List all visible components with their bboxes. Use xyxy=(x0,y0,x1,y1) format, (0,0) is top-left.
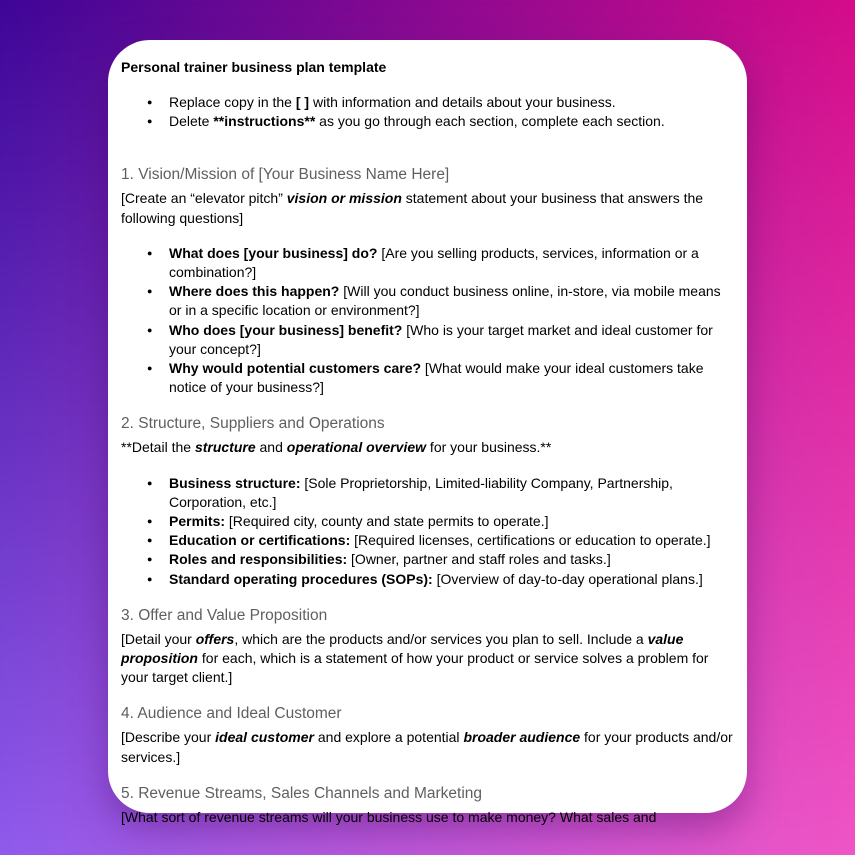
list-item-text xyxy=(169,513,549,529)
text-run: Replace copy in the xyxy=(169,94,296,110)
text-run: broader audience xyxy=(463,729,581,746)
text-run: vision or mission xyxy=(286,190,402,207)
text-run: Business structure: xyxy=(169,474,301,491)
list-item xyxy=(121,321,735,359)
bullet-list xyxy=(121,474,735,589)
bullet-icon: ● xyxy=(147,324,153,335)
text-run: structure xyxy=(194,439,256,456)
text-run: [Detail your xyxy=(121,630,196,647)
paragraph xyxy=(121,808,735,827)
document-content xyxy=(108,40,747,827)
bullet-list xyxy=(121,93,735,131)
paragraph xyxy=(121,728,735,766)
text-run: ideal customer xyxy=(215,729,314,746)
list-item xyxy=(121,112,735,131)
text-run: [Required city, county and state permits to operate.] xyxy=(225,513,549,530)
bullet-icon: ● xyxy=(147,516,153,527)
list-item xyxy=(121,93,735,112)
list-item-text xyxy=(169,322,713,357)
bullet-icon: ● xyxy=(147,247,153,258)
text-run: Standard operating procedures (SOPs): xyxy=(169,570,433,587)
text-run: [Owner, partner and staff roles and tasks.] xyxy=(347,551,611,568)
text-run: **Detail the xyxy=(121,439,195,456)
text-run: [Are you selling products, services, information or a combination?] xyxy=(169,244,699,281)
text-run: Why would potential customers care? xyxy=(169,360,422,377)
bullet-icon: ● xyxy=(147,573,153,584)
text-run: and xyxy=(255,439,287,456)
paragraph xyxy=(121,189,735,227)
list-item xyxy=(121,359,735,397)
list-item xyxy=(121,474,735,512)
list-item-text xyxy=(169,532,711,548)
text-run: with information and details about your business. xyxy=(309,94,616,110)
document-card xyxy=(108,40,747,825)
text-run: for each, which is a statement of how your product or service solves a problem for your target client.] xyxy=(121,650,709,686)
list-item-text xyxy=(169,245,699,280)
list-item-text xyxy=(169,113,665,129)
bullet-icon: ● xyxy=(147,97,153,107)
text-run: [Describe your xyxy=(121,729,216,746)
list-item xyxy=(121,282,735,320)
text-run: [What would make your ideal customers take notice of your business?] xyxy=(169,360,704,396)
bullet-list xyxy=(121,244,735,398)
paragraph xyxy=(121,630,735,688)
text-run: for your business.** xyxy=(426,439,552,456)
list-item xyxy=(121,570,735,589)
list-item-text xyxy=(169,475,673,510)
section-heading: 4. Audience and Ideal Customer xyxy=(121,705,342,723)
section-heading: 3. Offer and Value Proposition xyxy=(121,606,328,624)
text-run: Who does [your business] benefit? xyxy=(169,321,403,338)
section-heading: 1. Vision/Mission of [Your Business Name Here] xyxy=(121,166,450,184)
text-run: [Will you conduct business online, in-store, via mobile means or in a specific location or environment?] xyxy=(169,283,721,319)
bullet-icon: ● xyxy=(147,286,153,297)
text-run: operational overview xyxy=(286,439,427,456)
bullet-icon: ● xyxy=(147,116,153,127)
bullet-icon: ● xyxy=(147,363,153,374)
list-item xyxy=(121,550,735,569)
list-item-text xyxy=(169,360,704,395)
bullet-icon: ● xyxy=(147,554,153,565)
text-run: as you go through each section, complete each section. xyxy=(315,113,665,130)
list-item-text xyxy=(169,571,703,587)
section-heading: 5. Revenue Streams, Sales Channels and Marketing xyxy=(121,784,483,802)
list-item-text xyxy=(169,551,611,567)
text-run: Delete xyxy=(169,113,214,130)
list-item-text xyxy=(169,94,616,110)
list-item xyxy=(121,531,735,550)
bullet-icon: ● xyxy=(147,535,153,546)
text-run: [What sort of revenue streams will your business use to make money? What sales and xyxy=(121,808,657,825)
text-run: for your products and/or services.] xyxy=(121,729,733,765)
text-run: Roles and responsibilities: xyxy=(169,551,348,568)
text-run: [Sole Proprietorship, Limited-liability Company, Partnership, Corporation, etc.] xyxy=(169,474,673,510)
text-run: [Required licenses, certifications or education to operate.] xyxy=(350,532,711,549)
text-run: Education or certifications: xyxy=(169,532,351,549)
text-run: [ ] xyxy=(295,94,310,110)
text-run: What does [your business] do? xyxy=(169,244,378,261)
text-run: [Overview of day-to-day operational plans.] xyxy=(432,570,703,587)
text-run: Permits: xyxy=(169,513,226,530)
text-run: offers xyxy=(195,630,235,647)
document-title: Personal trainer business plan template xyxy=(121,59,387,75)
text-run: [Create an “elevator pitch” xyxy=(121,190,287,207)
list-item-text xyxy=(169,283,721,318)
text-run: **instructions** xyxy=(213,113,316,130)
text-run: , which are the products and/or services you plan to sell. Include a xyxy=(234,630,648,647)
text-run: and explore a potential xyxy=(313,729,464,746)
document-body xyxy=(121,93,735,827)
bullet-icon: ● xyxy=(147,477,153,488)
text-run: statement about your business that answers the following questions] xyxy=(121,190,704,226)
list-item xyxy=(121,244,735,282)
text-run: Where does this happen? xyxy=(169,283,340,300)
paragraph xyxy=(121,438,735,457)
text-run: value proposition xyxy=(121,630,684,667)
text-run: [Who is your target market and ideal customer for your concept?] xyxy=(169,321,713,357)
section-heading: 2. Structure, Suppliers and Operations xyxy=(121,415,385,433)
list-item xyxy=(121,512,735,531)
